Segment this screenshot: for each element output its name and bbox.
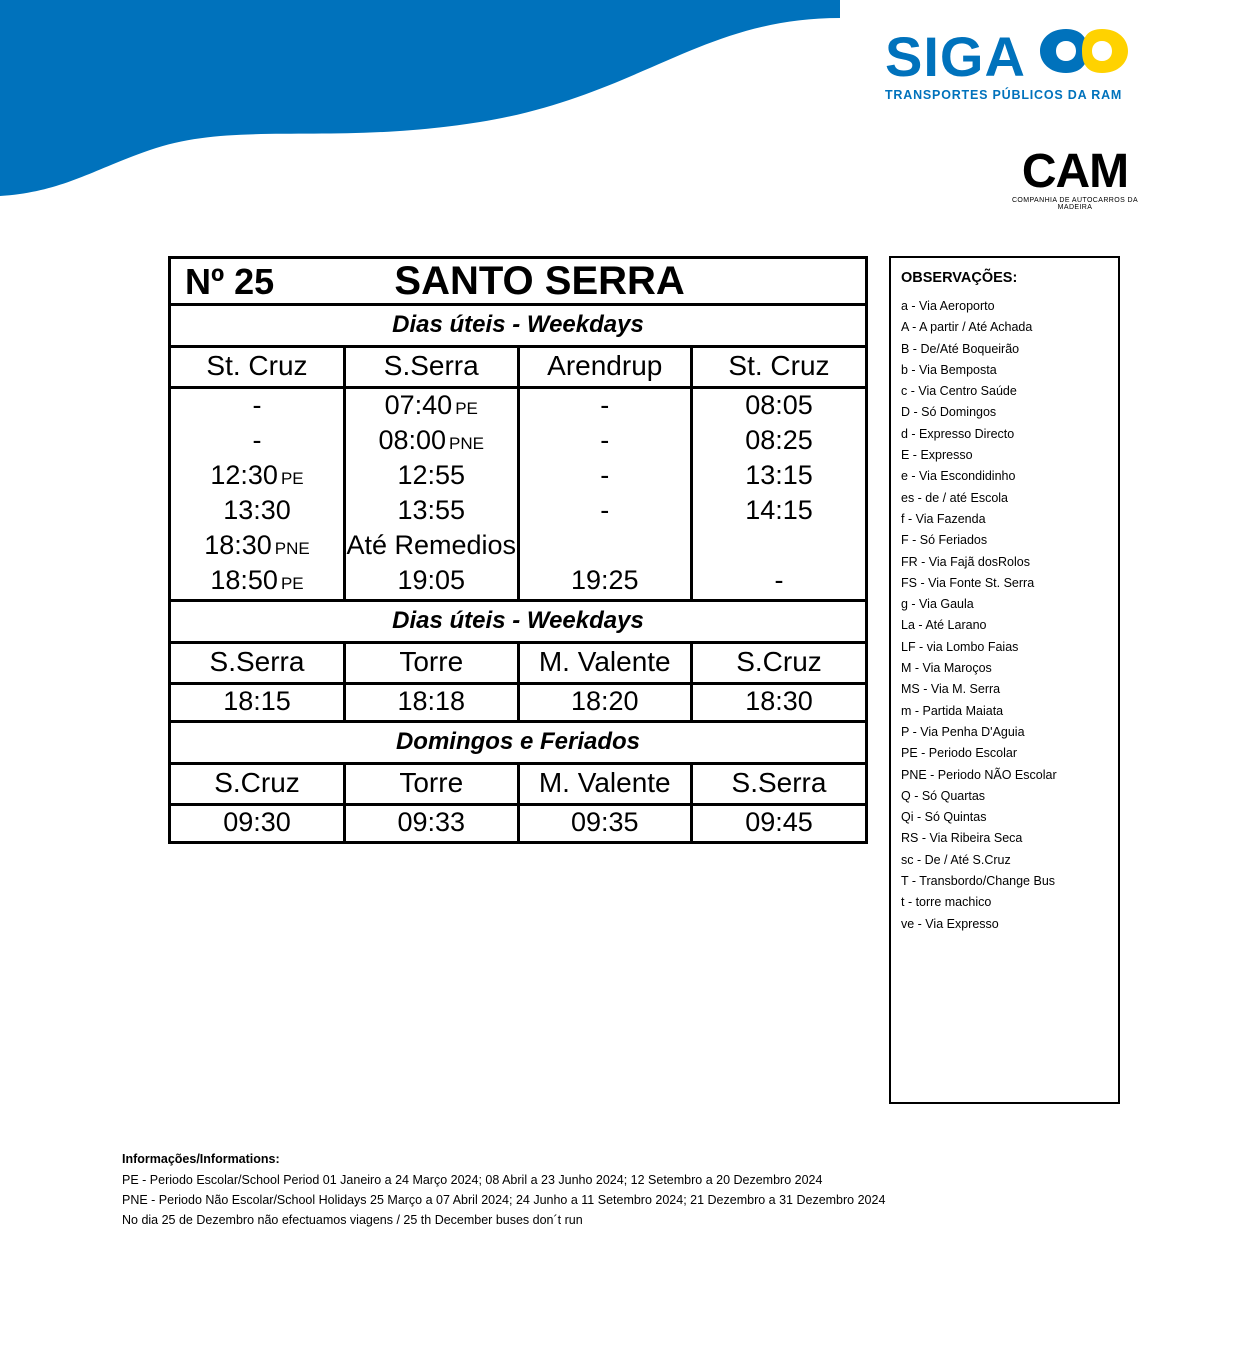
siga-wordmark: SIGA (885, 25, 1026, 88)
observation-item: A - A partir / Até Achada (901, 320, 1033, 335)
time-value: 18:18 (397, 686, 466, 716)
observation-item: La - Até Larano (901, 618, 987, 633)
observation-item: g - Via Gaula (901, 597, 974, 612)
section-band-label: Dias úteis - Weekdays (171, 306, 865, 348)
departure-time-cell (692, 529, 866, 564)
departure-time-cell (518, 529, 692, 564)
table-row (171, 805, 865, 842)
departure-time-cell (345, 494, 519, 529)
column-header: S.Serra (345, 348, 519, 388)
time-value: 08:05 (745, 390, 813, 420)
time-value: 09:33 (397, 807, 466, 837)
observation-item: f - Via Fazenda (901, 511, 986, 526)
departure-time-cell (692, 494, 866, 529)
time-note: PE (455, 399, 478, 418)
table-row (171, 529, 865, 564)
table-row (171, 494, 865, 529)
observation-item: M - Via Maroços (901, 661, 992, 676)
time-value: 19:05 (397, 565, 466, 595)
time-value: 18:20 (570, 686, 639, 716)
observations-box (889, 256, 1120, 1104)
observation-item: t - torre machico (901, 895, 992, 910)
time-value: 13:55 (397, 495, 466, 525)
section-band-label: Domingos e Feriados (171, 720, 865, 765)
observation-item: sc - De / Até S.Cruz (901, 852, 1011, 867)
departure-time-cell (692, 564, 866, 599)
cam-tagline: COMPANHIA DE AUTOCARROS DA MADEIRA (1011, 197, 1139, 211)
observation-item: P - Via Penha D'Aguia (901, 724, 1025, 739)
timetable-title (171, 259, 865, 306)
departure-time-cell (171, 684, 345, 721)
departure-time-cell (345, 805, 519, 842)
information-line: PE - Periodo Escolar/School Period 01 Janeiro a 24 Março 2024; 08 Abril a 23 Junho 2024; 12 Setembro a 20 Dezembro 2024 (122, 1173, 823, 1187)
departure-time-cell (692, 805, 866, 842)
column-header: Torre (345, 644, 519, 684)
table-header-row (171, 348, 865, 388)
observation-item: a - Via Aeroporto (901, 299, 995, 313)
information-title: Informações/Informations: (122, 1152, 280, 1166)
observation-item: Qi - Só Quintas (901, 810, 987, 825)
observation-item: FR - Via Fajã dosRolos (901, 554, 1030, 569)
time-value: 18:30 (745, 686, 813, 716)
column-header: S.Cruz (692, 644, 866, 684)
observation-item: c - Via Centro Saúde (901, 384, 1017, 399)
observation-item: PNE - Periodo NÃO Escolar (901, 767, 1057, 782)
time-value: 18:30 (204, 530, 272, 560)
time-value: - (252, 425, 262, 455)
departure-time-cell (345, 564, 519, 599)
departure-time-cell (171, 564, 345, 599)
time-value: 14:15 (745, 495, 813, 525)
table-header-row (171, 765, 865, 805)
time-value: 09:30 (223, 807, 291, 837)
departure-time-cell (345, 459, 519, 494)
observation-item: B - De/Até Boqueirão (901, 341, 1020, 356)
departure-time-cell (171, 805, 345, 842)
column-header: St. Cruz (692, 348, 866, 388)
observation-item: b - Via Bemposta (901, 362, 997, 377)
observation-item: RS - Via Ribeira Seca (901, 831, 1023, 846)
time-value: - (252, 390, 262, 420)
time-value: 12:55 (397, 460, 466, 490)
observation-item: D - Só Domingos (901, 405, 997, 420)
departure-time-cell (518, 424, 692, 459)
siga-symbol-icon (1036, 25, 1132, 82)
departure-time-cell (692, 684, 866, 721)
table-header-row (171, 644, 865, 684)
time-value: 12:30 (210, 460, 278, 490)
time-note: PE (280, 574, 304, 593)
observation-item: T - Transbordo/Change Bus (901, 874, 1056, 889)
column-header: Arendrup (518, 348, 692, 388)
time-note: PNE (274, 539, 310, 558)
table-row (171, 684, 865, 721)
time-value: - (774, 565, 784, 595)
table-row (171, 459, 865, 494)
time-note: PNE (449, 434, 485, 453)
departure-time-cell (518, 684, 692, 721)
table-row (171, 388, 865, 425)
observation-item: Q - Só Quartas (901, 788, 986, 803)
time-value: Até Remedios (346, 530, 517, 560)
departure-time-cell (518, 388, 692, 425)
departure-time-cell (518, 564, 692, 599)
departure-time-cell (692, 388, 866, 425)
time-note: PE (280, 469, 304, 488)
column-header: S.Serra (692, 765, 866, 805)
departure-time-cell (171, 424, 345, 459)
information-block (122, 1152, 1122, 1230)
table-row (171, 424, 865, 459)
observation-item: PE - Periodo Escolar (901, 746, 1018, 761)
information-line: No dia 25 de Dezembro não efectuamos viagens / 25 th December buses don´t run (122, 1213, 583, 1227)
time-value: 18:15 (223, 686, 291, 716)
time-value: - (600, 495, 610, 525)
time-value: 08:25 (745, 425, 813, 455)
schedule-table (171, 348, 865, 599)
information-line: PNE - Periodo Não Escolar/School Holidays 25 Março a 07 Abril 2024; 24 Junho a 11 Setembro 2024; 21 Dezembro a 31 Dezembro 2024 (122, 1193, 886, 1207)
time-value: 19:25 (570, 565, 639, 595)
observation-item: MS - Via M. Serra (901, 682, 1001, 697)
departure-time-cell (171, 388, 345, 425)
departure-time-cell (518, 805, 692, 842)
observation-item: FS - Via Fonte St. Serra (901, 575, 1035, 590)
route-name: SANTO SERRA (394, 259, 685, 303)
time-value: - (600, 390, 610, 420)
time-value: 08:00 (378, 425, 447, 455)
time-value: 09:45 (745, 807, 813, 837)
column-header: St. Cruz (171, 348, 345, 388)
cam-logo (1000, 145, 1150, 211)
header-wave-decoration (0, 0, 840, 210)
observation-item: ve - Via Expresso (901, 916, 999, 931)
cam-wordmark: CAM (1021, 145, 1129, 198)
departure-time-cell (518, 494, 692, 529)
departure-time-cell (171, 529, 345, 564)
observations-title: OBSERVAÇÕES: (901, 270, 1018, 286)
observation-item: d - Expresso Directo (901, 426, 1015, 441)
observation-item: LF - via Lombo Faias (901, 639, 1019, 654)
time-value: 18:50 (210, 565, 278, 595)
time-value: 09:35 (570, 807, 639, 837)
departure-time-cell (171, 494, 345, 529)
observations-list (901, 296, 1108, 935)
time-value: 07:40 (384, 390, 453, 420)
column-header: M. Valente (518, 644, 692, 684)
time-value: 13:15 (745, 460, 813, 490)
departure-time-cell (345, 529, 519, 564)
observation-item: m - Partida Maiata (901, 703, 1004, 718)
section-band-label: Dias úteis - Weekdays (171, 599, 865, 644)
observation-item: e - Via Escondidinho (901, 469, 1016, 484)
siga-logo (885, 25, 1145, 128)
table-row (171, 564, 865, 599)
schedule-table (171, 765, 865, 841)
time-value: 13:30 (223, 495, 291, 525)
departure-time-cell (692, 459, 866, 494)
column-header: S.Cruz (171, 765, 345, 805)
departure-time-cell (345, 424, 519, 459)
observation-item: es - de / até Escola (901, 490, 1009, 505)
observation-item: F - Só Feriados (901, 533, 988, 548)
observation-item: E - Expresso (901, 448, 973, 463)
time-value: - (600, 425, 610, 455)
departure-time-cell (345, 388, 519, 425)
route-number: Nº 25 (185, 261, 275, 302)
column-header: Torre (345, 765, 519, 805)
departure-time-cell (345, 684, 519, 721)
time-value: - (600, 460, 610, 490)
schedule-table (171, 644, 865, 720)
departure-time-cell (692, 424, 866, 459)
column-header: S.Serra (171, 644, 345, 684)
siga-tagline: TRANSPORTES PÚBLICOS DA RAM (885, 88, 1123, 102)
column-header: M. Valente (518, 765, 692, 805)
timetable (168, 256, 868, 844)
departure-time-cell (171, 459, 345, 494)
departure-time-cell (518, 459, 692, 494)
